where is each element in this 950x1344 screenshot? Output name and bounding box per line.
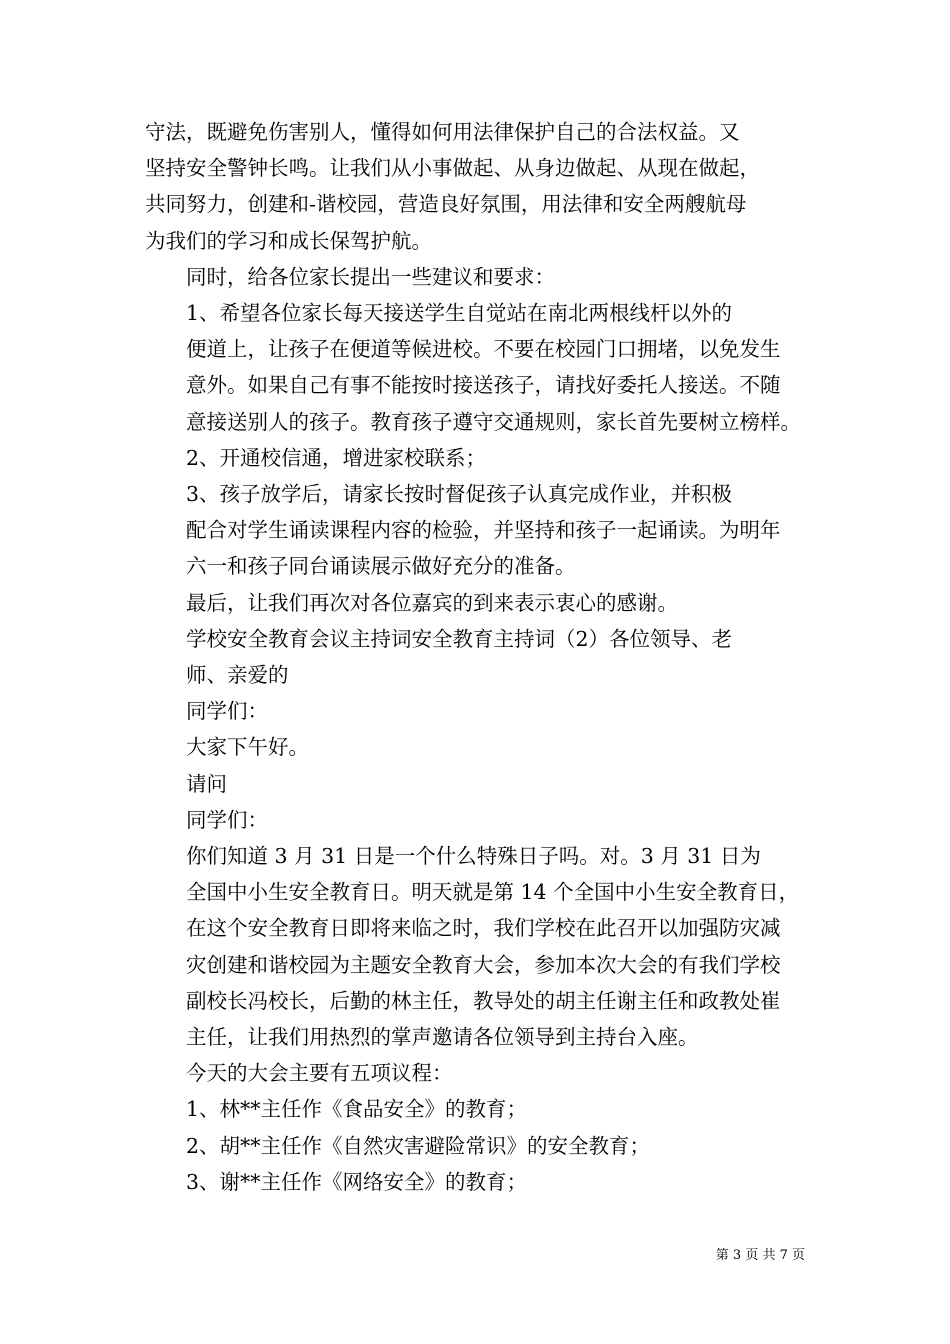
text-line: 学校安全教育会议主持词安全教育主持词（2）各位领导、老 xyxy=(186,626,733,651)
paragraph xyxy=(145,295,815,440)
text-line: 1、希望各位家长每天接送学生自觉站在南北两根线杆以外的 xyxy=(186,301,733,326)
text-line: 便道上，让孩子在便道等候进校。不要在校园门口拥堵，以免发生 xyxy=(186,337,781,362)
text-line: 3、孩子放学后，请家长按时督促孩子认真完成作业，并积极 xyxy=(186,482,733,507)
text-line: 主任，让我们用热烈的掌声邀请各位领导到主持台入座。 xyxy=(186,1025,699,1050)
text-line: 大家下午好。 xyxy=(186,735,309,760)
text-line: 意接送别人的孩子。教育孩子遵守交通规则，家长首先要树立榜样。 xyxy=(186,409,801,434)
paragraph xyxy=(145,621,815,693)
text-line: 共同努力，创建和-谐校园，营造良好氛围，用法律和安全两艘航母 xyxy=(145,192,747,217)
text-line: 全国中小生安全教育日。明天就是第 14 个全国中小生安全教育日， xyxy=(186,880,800,905)
text-line: 最后，让我们再次对各位嘉宾的到来表示衷心的感谢。 xyxy=(186,590,678,615)
paragraph xyxy=(145,585,815,621)
text-line: 在这个安全教育日即将来临之时，我们学校在此召开以加强防灾减 xyxy=(186,916,781,941)
paragraph xyxy=(145,693,815,729)
paragraph xyxy=(145,114,815,259)
text-line: 请问 xyxy=(186,771,227,796)
paragraph xyxy=(145,1091,815,1127)
paragraph xyxy=(145,1055,815,1091)
paragraph xyxy=(145,1128,815,1164)
text-line: 1、林**主任作《食品安全》的教育； xyxy=(186,1097,528,1122)
text-line: 为我们的学习和成长保驾护航。 xyxy=(145,228,432,253)
text-line: 同学们： xyxy=(186,807,268,832)
text-line: 3、谢**主任作《网络安全》的教育； xyxy=(186,1169,528,1194)
text-line: 2、胡**主任作《自然灾害避险常识》的安全教育； xyxy=(186,1133,651,1158)
text-line: 意外。如果自己有事不能按时接送孩子，请找好委托人接送。不随 xyxy=(186,373,781,398)
paragraph xyxy=(145,476,815,585)
text-line: 灾创建和谐校园为主题安全教育大会，参加本次大会的有我们学校 xyxy=(186,952,781,977)
paragraph xyxy=(145,802,815,838)
text-line: 同时，给各位家长提出一些建议和要求： xyxy=(186,264,555,289)
paragraph xyxy=(145,838,815,1055)
text-line: 师、亲爱的 xyxy=(186,663,289,688)
text-line: 守法，既避免伤害别人，懂得如何用法律保护自己的合法权益。又 xyxy=(145,120,740,144)
paragraph xyxy=(145,440,815,476)
text-line: 同学们： xyxy=(186,699,268,724)
paragraph xyxy=(145,766,815,802)
text-line: 副校长冯校长，后勤的林主任，教导处的胡主任谢主任和政教处崔 xyxy=(186,988,781,1013)
document-body xyxy=(145,114,815,1200)
page-number-footer: 第 3 页 共 7 页 xyxy=(715,1248,805,1263)
text-line: 2、开通校信通，增进家校联系； xyxy=(186,445,487,470)
paragraph xyxy=(145,729,815,765)
text-line: 配合对学生诵读课程内容的检验，并坚持和孩子一起诵读。为明年 xyxy=(186,518,781,543)
text-line: 六一和孩子同台诵读展示做好充分的准备。 xyxy=(186,554,576,579)
text-line: 坚持安全警钟长鸣。让我们从小事做起、从身边做起、从现在做起， xyxy=(145,156,760,181)
paragraph xyxy=(145,259,815,295)
paragraph xyxy=(145,1164,815,1200)
text-line: 你们知道 3 月 31 日是一个什么特殊日子吗。对。3 月 31 日为 xyxy=(186,844,761,869)
text-line: 今天的大会主要有五项议程： xyxy=(186,1061,453,1086)
